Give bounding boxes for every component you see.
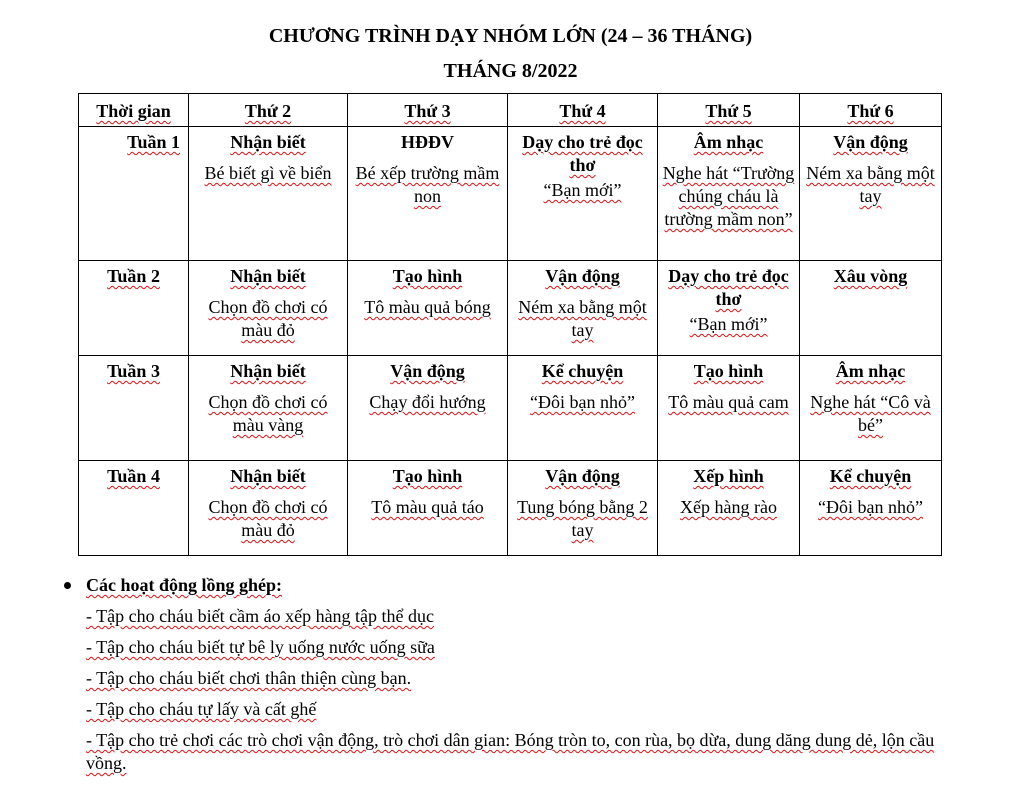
activity-cell (658, 261, 800, 356)
table-row (79, 127, 942, 261)
activity-detail: “Đôi bạn nhỏ” (818, 497, 923, 517)
activity-detail: Tô màu quả bóng (364, 297, 491, 317)
header-label: Thứ 2 (244, 101, 292, 121)
activity-cell (508, 261, 658, 356)
note-text: - Tập cho cháu biết cầm áo xếp hàng tập thể dục (86, 606, 435, 626)
activity-detail: “Đôi bạn nhỏ” (530, 392, 635, 412)
activity-subject: Dạy cho trẻ đọc thơ (522, 132, 643, 175)
week-cell (79, 356, 189, 461)
activity-detail: Chạy đổi hướng (369, 392, 486, 412)
activity-detail: Tung bóng bằng 2 tay (517, 497, 648, 540)
activity-detail: Tô màu quả táo (371, 497, 484, 517)
activity-detail: Bé biết gì về biển (204, 163, 332, 183)
activity-subject: Nhận biết (230, 361, 306, 381)
note-item (64, 729, 954, 775)
document-title: CHƯƠNG TRÌNH DẠY NHÓM LỚN (24 – 36 THÁNG) (268, 25, 753, 47)
activity-detail: Xếp hàng rào (680, 497, 777, 517)
activity-cell (658, 461, 800, 556)
note-text: - Tập cho cháu tự lấy và cất ghế (86, 699, 317, 719)
week-label: Tuần 3 (107, 361, 160, 381)
activity-subject: Dạy cho trẻ đọc thơ (668, 266, 789, 309)
notes-heading: Các hoạt động lồng ghép: (86, 575, 283, 595)
table-row (79, 356, 942, 461)
notes-heading-row (64, 574, 954, 597)
activity-cell (189, 127, 348, 261)
note-text: - Tập cho trẻ chơi các trò chơi vận động, trò chơi dân gian: Bóng tròn to, con rùa, bọ dừa, dung dăng dung dẻ, lộn cầu vồng. (86, 730, 935, 773)
activity-subject: Tạo hình (392, 466, 463, 486)
activity-detail: Tô màu quả cam (668, 392, 789, 412)
activity-cell (348, 127, 508, 261)
header-label: Thứ 6 (847, 101, 894, 121)
activity-subject: Nhận biết (230, 466, 306, 486)
table-row (79, 461, 942, 556)
activity-detail: Nghe hát “Trường chúng cháu là trường mầm non” (662, 163, 795, 229)
activity-cell (189, 356, 348, 461)
activity-cell (658, 356, 800, 461)
activity-subject: Tạo hình (693, 361, 764, 381)
note-text: - Tập cho cháu biết chơi thân thiện cùng bạn. (86, 668, 412, 688)
activity-cell (508, 356, 658, 461)
week-cell (79, 261, 189, 356)
note-item (64, 698, 954, 721)
activity-subject: Kể chuyện (829, 466, 912, 486)
header-label: Thứ 3 (404, 101, 451, 121)
bullet-icon (64, 582, 71, 589)
activity-subject: Vận động (545, 466, 620, 486)
activity-cell (189, 261, 348, 356)
activity-cell (800, 461, 942, 556)
week-cell (79, 461, 189, 556)
activity-subject: Âm nhạc (835, 361, 906, 381)
header-cell (348, 94, 508, 127)
activity-subject: Xếp hình (693, 466, 764, 486)
schedule-table (78, 93, 942, 556)
activity-cell (658, 127, 800, 261)
activity-cell (189, 461, 348, 556)
week-cell (79, 127, 189, 261)
header-cell (79, 94, 189, 127)
activity-detail: “Bạn mới” (543, 180, 622, 200)
activity-detail: Nghe hát “Cô và bé” (810, 392, 931, 435)
activity-detail: Chọn đồ chơi có màu đỏ (208, 497, 328, 540)
activity-subject: Kể chuyện (541, 361, 624, 381)
activity-cell (508, 461, 658, 556)
activity-subject: Nhận biết (230, 266, 306, 286)
note-item (64, 636, 954, 659)
header-cell (508, 94, 658, 127)
activity-detail: Chọn đồ chơi có màu vàng (208, 392, 328, 435)
activity-subject: Nhận biết (230, 132, 306, 152)
activity-cell (348, 261, 508, 356)
table-header-row (79, 94, 942, 127)
document-subtitle: THÁNG 8/2022 (443, 60, 578, 82)
activity-cell (800, 261, 942, 356)
header-cell (800, 94, 942, 127)
week-label: Tuần 1 (127, 132, 180, 152)
activity-subject: Tạo hình (392, 266, 463, 286)
header-cell (189, 94, 348, 127)
activity-cell (800, 356, 942, 461)
note-item (64, 667, 954, 690)
table-row (79, 261, 942, 356)
note-text: - Tập cho cháu biết tự bê ly uống nước uống sữa (86, 637, 435, 657)
activity-cell (348, 461, 508, 556)
header-cell (658, 94, 800, 127)
activity-detail: Ném xa bằng một tay (518, 297, 647, 340)
header-label: Thứ 4 (559, 101, 606, 121)
activity-subject: Xâu vòng (833, 266, 908, 286)
week-label: Tuần 4 (107, 466, 160, 486)
header-label: Thời gian (96, 101, 171, 121)
activity-detail: “Bạn mới” (689, 314, 768, 334)
activity-subject: Vận động (545, 266, 620, 286)
activity-subject: HĐĐV (401, 132, 454, 152)
activity-cell (508, 127, 658, 261)
activity-cell (348, 356, 508, 461)
note-item (64, 605, 954, 628)
activity-detail: Ném xa bằng một tay (806, 163, 935, 206)
activity-cell (800, 127, 942, 261)
activity-subject: Âm nhạc (693, 132, 764, 152)
week-label: Tuần 2 (107, 266, 160, 286)
integrated-activities-section (64, 574, 954, 783)
header-label: Thứ 5 (705, 101, 752, 121)
activity-subject: Vận động (833, 132, 908, 152)
activity-detail: Bé xếp trường mầm non (355, 163, 500, 206)
activity-subject: Vận động (390, 361, 465, 381)
activity-detail: Chọn đồ chơi có màu đỏ (208, 297, 328, 340)
